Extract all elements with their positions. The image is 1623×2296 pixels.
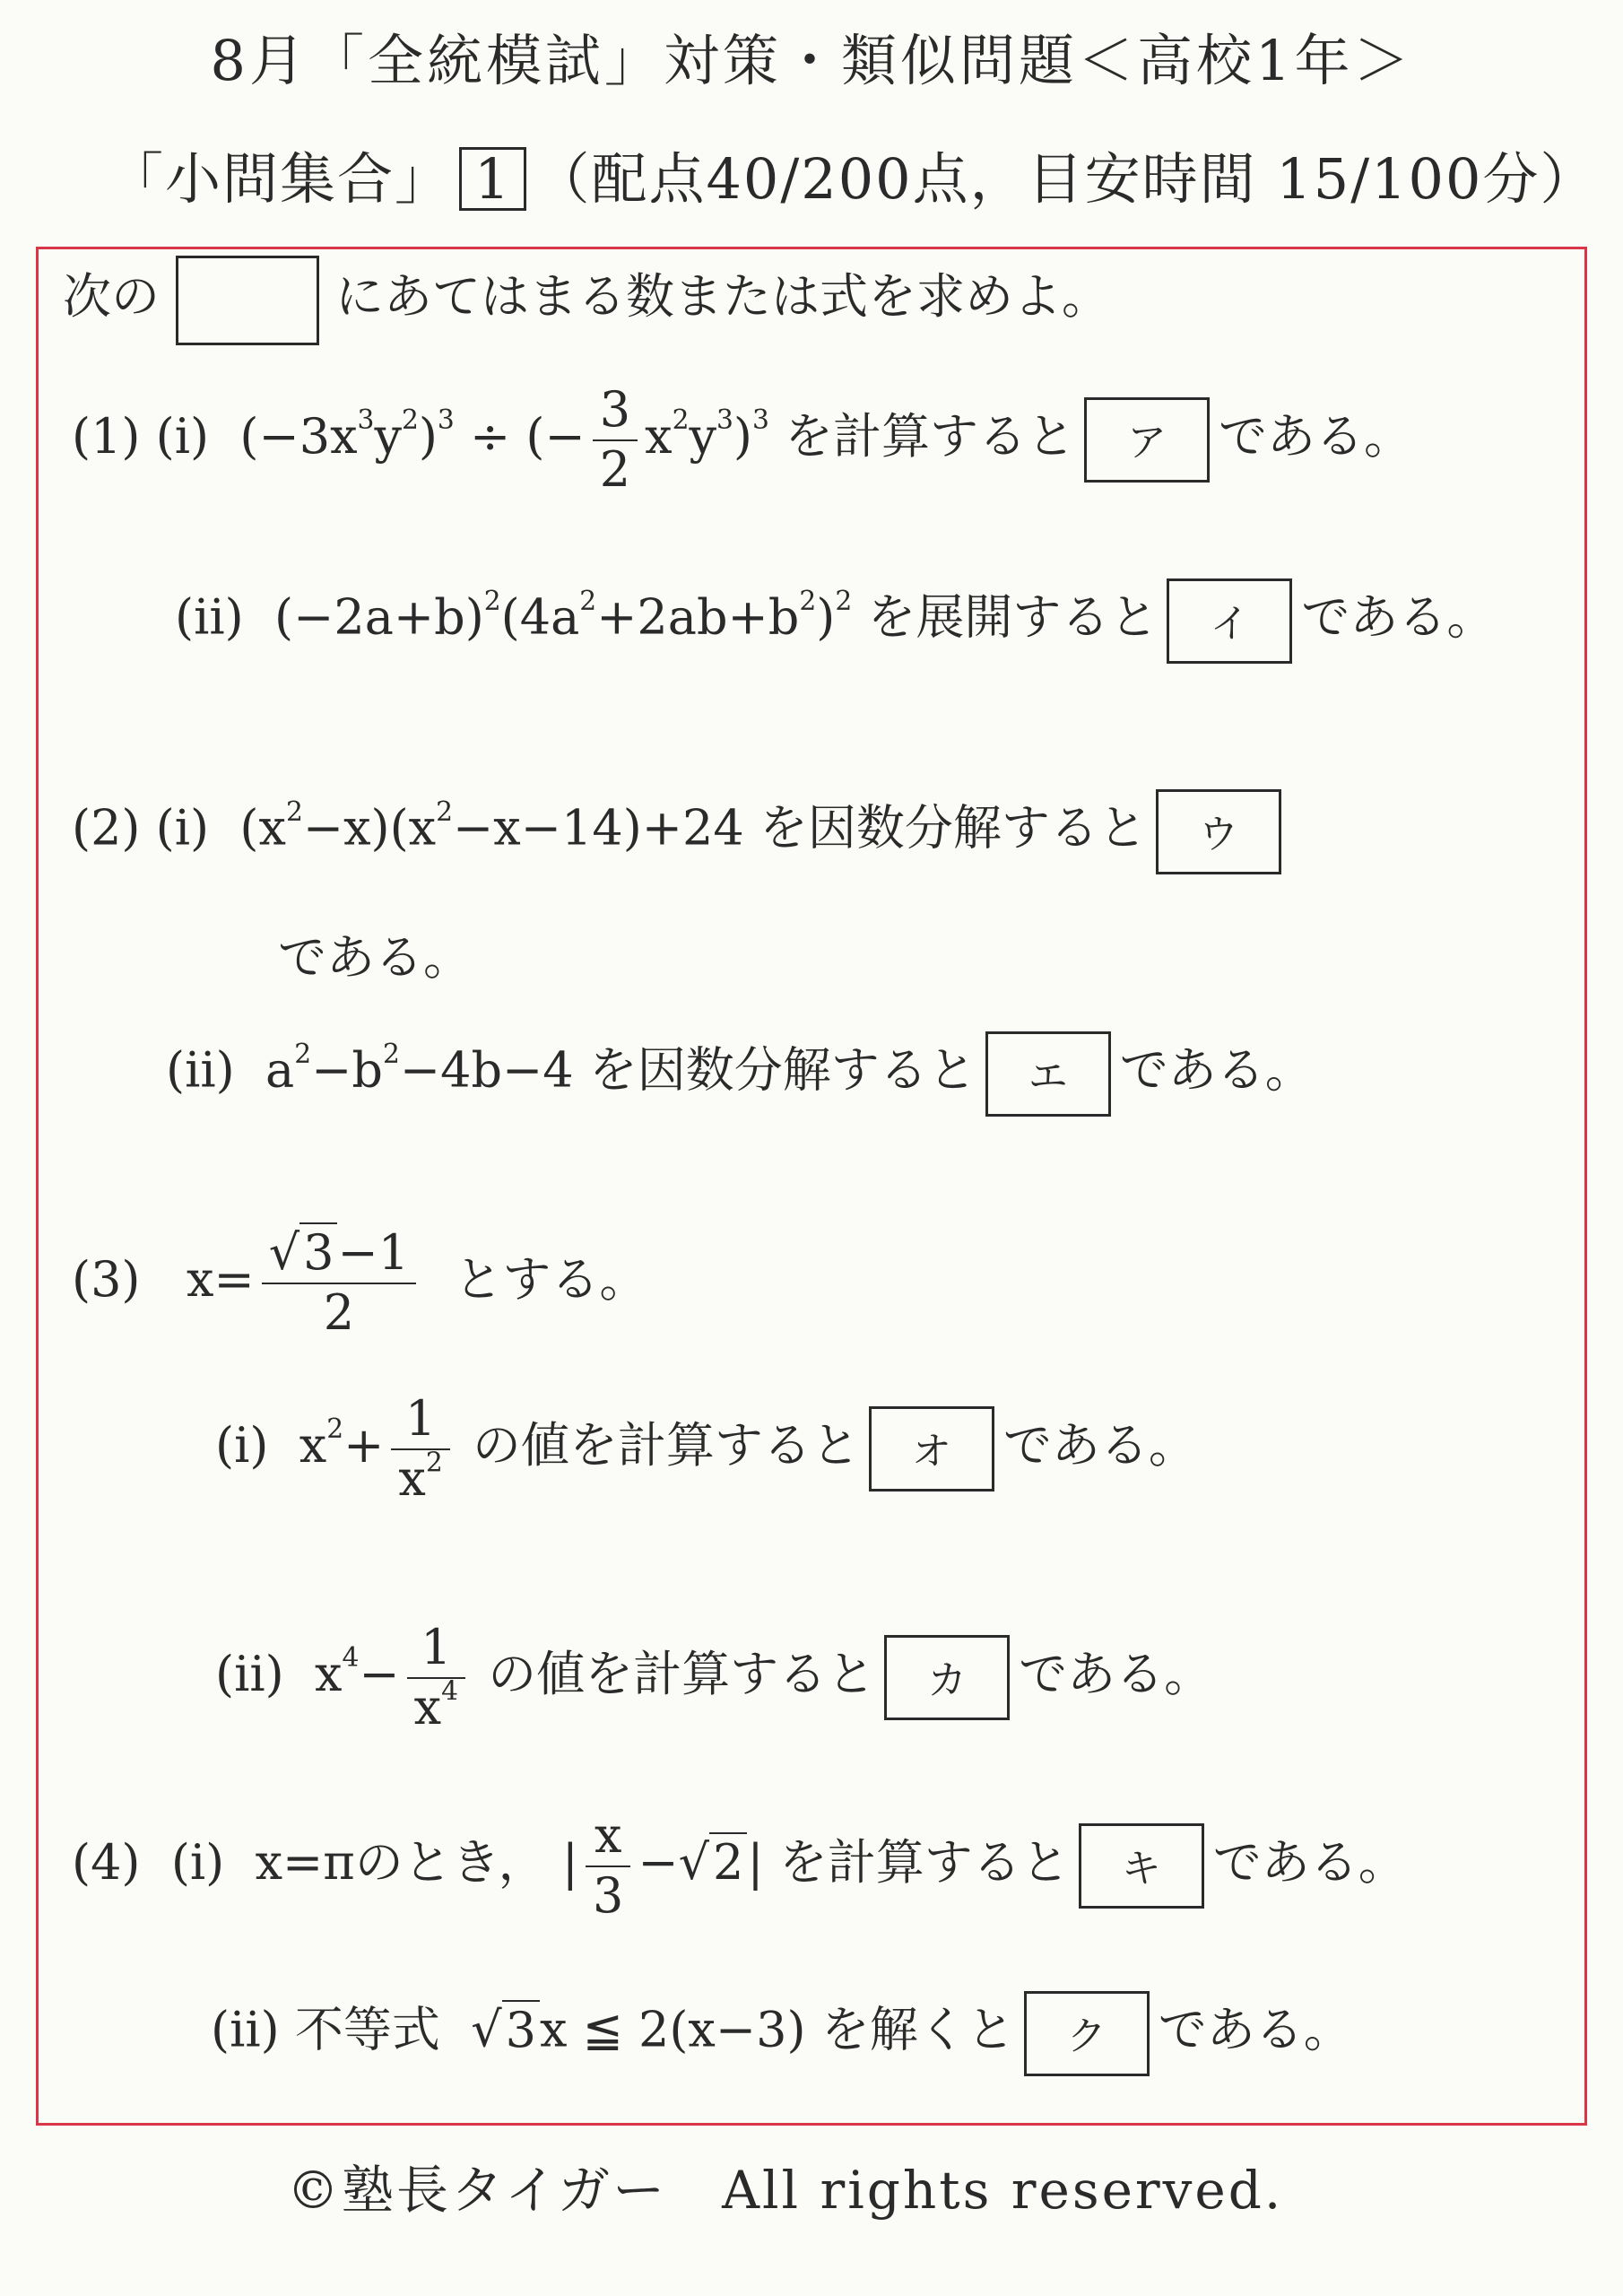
problem-1-ii: (ii) $(-2a+b)^2(4a^2+2ab+b^2)^2$ を展開すると イ である。 (175, 578, 1495, 664)
math-expr: (−2a+b) (274, 588, 484, 646)
blank-box-example (176, 256, 319, 345)
instruction (63, 256, 1110, 345)
fraction: $\frac{1}{x^4}$ (407, 1619, 465, 1737)
problem-3-i: (i) $x^2+$ $\frac{1}{x^2}$ の値を計算すると オ である。 (215, 1390, 1197, 1507)
question-number-box: 1 (459, 147, 526, 211)
subproblem-label: (i) (215, 1416, 269, 1474)
math-expr: a (265, 1041, 295, 1099)
instruction-prefix: 次の (63, 268, 160, 325)
fraction: $\frac{x}{3}$ (586, 1807, 630, 1926)
fraction: $\frac{1}{x^2}$ (391, 1390, 449, 1509)
problem-label: (1) (72, 407, 141, 465)
answer-box-o: オ (869, 1406, 994, 1492)
problem-2-i: (2) (i) $(x^2-x)(x^2-x-14)+24$ を因数分解すると ウ (72, 789, 1290, 874)
problem-4-ii: (ii) 不等式 √3x ≦ 2(x−3) を解くと ク である。 (211, 1991, 1352, 2076)
problem-label: (3) (72, 1250, 141, 1308)
subproblem-label: (i) (155, 799, 210, 857)
problem-label: (4) (72, 1833, 141, 1891)
condition-text: x=πのとき， (255, 1833, 547, 1891)
math-expr: x (299, 1416, 327, 1474)
problem-4-i: (4) (i) x=πのとき， | $\frac{x}{3}$ −√2| を計算すると キ である。 (72, 1807, 1407, 1924)
subproblem-label: (i) (170, 1833, 225, 1891)
problem-3: (3) x= $\frac{√3-1}{2}$ とする。 (72, 1224, 648, 1341)
fraction: $\frac{3}{2}$ (593, 381, 638, 500)
subproblem-label: (ii) (211, 2001, 280, 2058)
subproblem-label: (i) (155, 407, 210, 465)
page-title: 8月「全統模試」対策・類似問題＜高校1年＞ (210, 28, 1413, 93)
subproblem-label: (ii) (166, 1041, 235, 1099)
copyright-footer: ©塾長タイガー All rights reserved. (287, 2160, 1284, 2221)
math-expr: (x (239, 799, 286, 857)
problem-2-ii: (ii) $a^2-b^2-4b-4$ を因数分解すると エ である。 (166, 1031, 1314, 1117)
problem-label: (2) (72, 799, 141, 857)
answer-box-i: イ (1167, 578, 1292, 664)
problem-3-ii: (ii) $x^4-$ $\frac{1}{x^4}$ の値を計算すると カ である。 (215, 1619, 1213, 1735)
math-expr: x ≦ 2(x−3) (539, 2001, 806, 2058)
page-subtitle (108, 135, 1597, 214)
math-expr: (−3x (239, 407, 358, 465)
answer-box-u: ウ (1156, 789, 1281, 874)
problem-1-i: (1) (i) $(-3x^3y^2)^3$ ÷ (− $\frac{3}{2}$ $x^2y^3)^3$ を計算すると ア である。 (72, 381, 1412, 498)
section-name: 「小問集合」 (108, 146, 453, 212)
score-time-info: （配点40/200点，目安時間 15/100分） (534, 146, 1598, 212)
fraction: $\frac{√3-1}{2}$ (262, 1224, 416, 1343)
answer-box-e: エ (985, 1031, 1111, 1117)
answer-box-a: ア (1084, 397, 1210, 483)
math-expr: x= (187, 1250, 255, 1308)
answer-box-ki: キ (1079, 1823, 1204, 1909)
subproblem-label: (ii) (175, 588, 244, 646)
answer-box-ku: ク (1024, 1991, 1150, 2076)
subproblem-label: (ii) (215, 1645, 284, 1702)
problem-2-i-end: である。 (278, 929, 472, 986)
answer-box-ka: カ (884, 1635, 1010, 1720)
math-expr: x (315, 1645, 343, 1702)
instruction-suffix: にあてはまる数または式を求めよ。 (335, 268, 1110, 325)
